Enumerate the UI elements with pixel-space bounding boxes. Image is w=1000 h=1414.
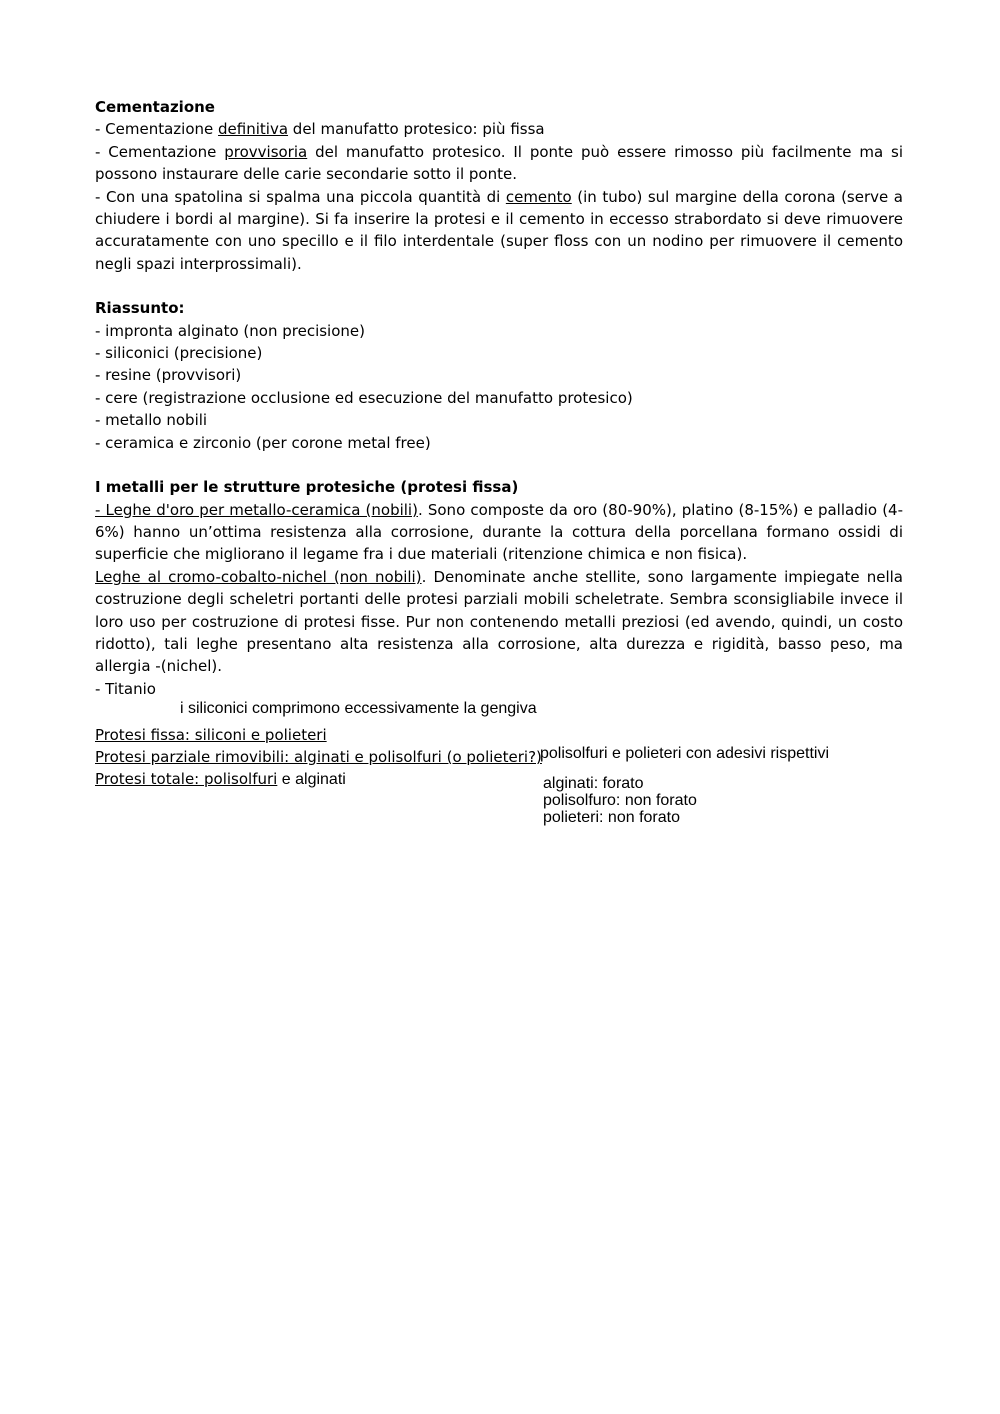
note-polieteri: polieteri: non forato [543,809,680,826]
note-siliconici: i siliconici comprimono eccessivamente la gengiva [180,700,537,717]
list-item: - metallo nobili [95,411,208,430]
paragraph-cementazione-spatolina: - Con una spatolina si spalma una piccola quantità di cemento (in tubo) sul margine della corona (serve a chiudere i bordi al margine). Si fa inserire la protesi e il cemento in eccesso strabordato si deve rimuovere accuratamente con uno specillo e il filo interdentale (super floss con un nodino per rimuovere il cemento negli spazi interprossimali). [95,187,903,273]
section-title-metalli: I metalli per le strutture protesiche (protesi fissa) [95,478,519,497]
list-item: - siliconici (precisione) [95,344,263,363]
paragraph-leghe-oro: - Leghe d'oro per metallo-ceramica (nobili). Sono composte da oro (80-90%), platino (8-15%) e palladio (4-6%) hanno un’ottima resistenza alla corrosione, durante la cottura della porcellana formano ossidi di superficie che migliorano il legame fra i due materiali (ritenzione chimica e non fisica). [95,500,904,564]
list-item: - resine (provvisori) [95,366,242,385]
list-item: - cere (registrazione occlusione ed esecuzione del manufatto protesico) [95,388,633,407]
riassunto-list [95,320,903,454]
note-protesi-totale: Protesi totale: polisolfuri e alginati [95,770,346,788]
note-alginati: alginati: forato [543,775,644,792]
paragraph-leghe-cromo: Leghe al cromo-cobalto-nichel (non nobili). Denominate anche stellite, sono largamente impiegate nella costruzione degli scheletri portanti delle protesi parziali mobili scheletrate. Sembra sconsigliabile invece il loro uso per costruzione di protesi fisse. Pur non contenendo metalli preziosi (ed avendo, quindi, un costo ridotto), tali leghe presentano alta resistenza alla corrosione, alta durezza e rigidità, basso peso, ma allergia -(nichel). [95,567,903,676]
document-page [95,96,903,700]
section-title-cementazione: Cementazione [95,98,215,116]
paragraph-titanio: - Titanio [95,679,156,698]
paragraph-cementazione-provvisoria: - Cementazione provvisoria del manufatto protesico. Il ponte può essere rimosso più facilmente ma si possono instaurare delle carie secondarie sotto il ponte. [95,142,903,184]
paragraph-cementazione-definitiva: - Cementazione definitiva del manufatto protesico: più fissa [95,120,545,139]
note-protesi-parziale: Protesi parziale rimovibili: alginati e polisolfuri (o polieteri?) [95,748,542,766]
list-item: - ceramica e zirconio (per corone metal free) [95,433,431,452]
note-polisolfuro: polisolfuro: non forato [543,792,697,809]
list-item: - impronta alginato (non precisione) [95,321,365,340]
note-protesi-fissa: Protesi fissa: siliconi e polieteri [95,726,327,744]
section-title-riassunto: Riassunto: [95,299,185,318]
note-adesivi: polisolfuri e polieteri con adesivi rispettivi [540,745,830,762]
